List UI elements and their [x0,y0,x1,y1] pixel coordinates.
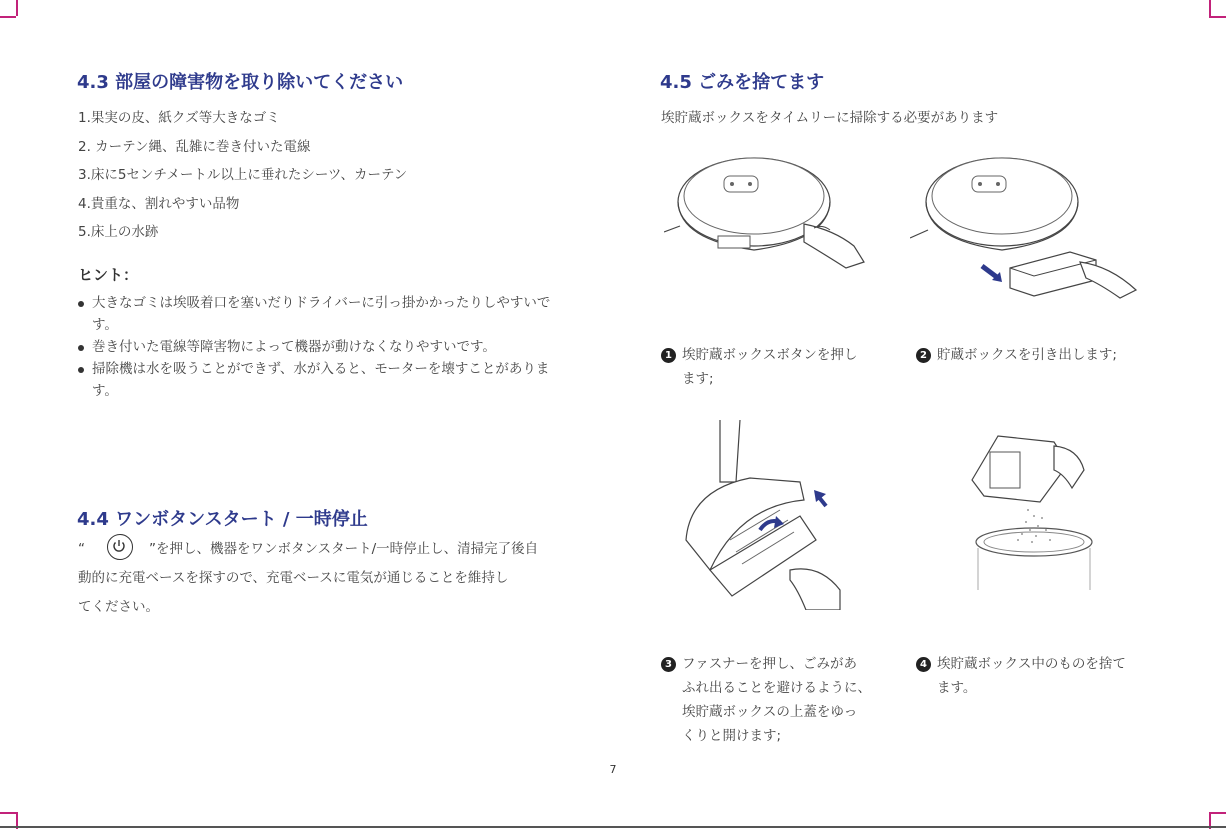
empty-dust-illustration [968,430,1098,595]
step-2 [916,343,1176,367]
section-4-4-title: 4.4 ワンボタンスタート / 一時停止 [77,509,368,530]
step-1 [661,343,901,391]
hint-item: 巻き付いた電線等障害物によって機器が動けなくなりやすいです。 [78,336,574,358]
robot-press-button-illustration [664,150,870,290]
step-text: くりと開けます; [682,728,782,744]
hint-title: ヒント： [78,266,139,284]
crop-mark [16,0,18,16]
step-text: 埃貯蔵ボックスの上蓋をゆっ [682,704,858,720]
list-item: 2. カーテン縄、乱雑に巻き付いた電線 [78,139,311,155]
crop-mark [0,16,16,18]
open-quote: “ [78,541,85,557]
step-text: 貯蔵ボックスを引き出します; [937,347,1117,363]
pull-dust-box-illustration [910,150,1150,300]
crop-mark [1209,0,1211,16]
open-lid-illustration [680,420,850,610]
section-4-4-text [78,535,570,622]
step-number: 2 [916,348,931,363]
step-4 [916,652,1176,700]
power-button-icon [107,534,133,560]
step-text: ファスナーを押し、ごみがあ [682,656,857,672]
list-item: 4.貴重な、割れやすい品物 [78,196,240,212]
crop-mark [0,812,16,814]
step-3 [661,652,901,748]
section-4-3-title: 4.3 部屋の障害物を取り除いてください [77,72,404,93]
crop-mark [1209,812,1226,814]
step-text: ます。 [937,680,977,696]
step-number: 1 [661,348,676,363]
step-text: 埃貯蔵ボックス中のものを捨て [937,656,1126,672]
step-text: ふれ出ることを避けるように、 [682,680,871,696]
bottom-divider [0,826,1226,828]
step-text: ます; [682,371,714,387]
list-item: 5.床上の水跡 [78,224,159,240]
list-item: 1.果実の皮、紙クズ等大きなゴミ [78,110,280,126]
section-4-5-title: 4.5 ごみを捨てます [660,72,825,93]
step-text: 埃貯蔵ボックスボタンを押し [682,347,858,363]
text-line: てください。 [78,599,159,615]
hint-item: 掃除機は水を吸うことができず、水が入ると、モーターを壊すことがあります。 [78,358,574,402]
hint-list [78,292,574,402]
text-line: ”を押し、機器をワンボタンスタート/一時停止し、清掃完了後自 [149,541,539,557]
page-number: 7 [609,763,617,776]
step-number: 3 [661,657,676,672]
section-4-5-intro: 埃貯蔵ボックスをタイムリーに掃除する必要があります [661,110,999,126]
crop-mark [1209,16,1226,18]
step-number: 4 [916,657,931,672]
text-line: 動的に充電ベースを探すので、充電ベースに電気が通じることを維持し [78,570,509,586]
list-item: 3.床に5センチメートル以上に垂れたシーツ、カーテン [78,167,408,183]
hint-item: 大きなゴミは埃吸着口を塞いだりドライバーに引っ掛かかったりしやすいです。 [78,292,574,336]
